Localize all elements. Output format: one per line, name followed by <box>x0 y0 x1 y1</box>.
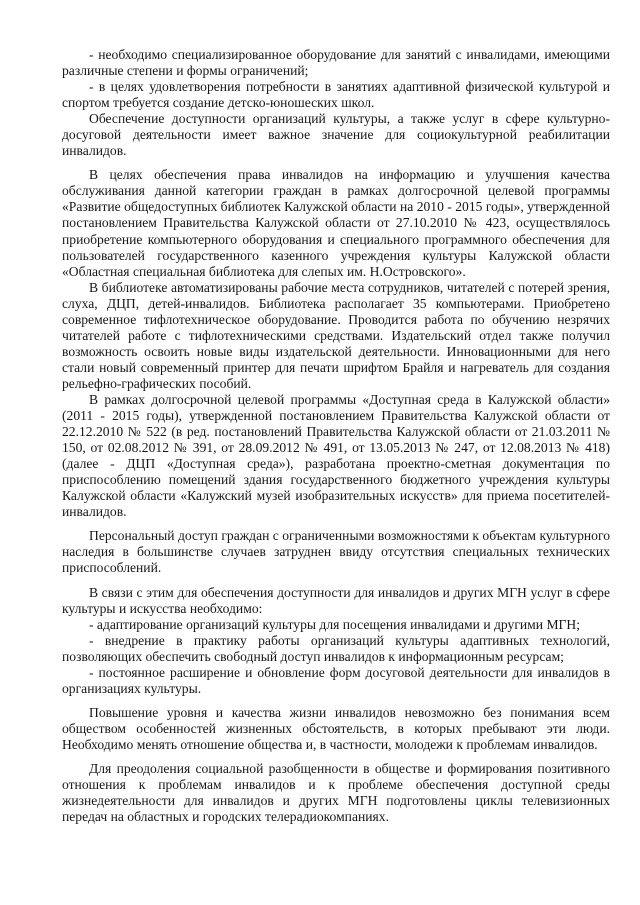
paragraph-tv-programs: Для преодоления социальной разобщенности в обществе и формирования позитивного отношения к проблемам инвалидов и к проблеме обеспечения доступной среды жизнедеятельности для инвалидов и других МГН подготовлены циклы телевизионных передач на областных и городских телерадиокомпаниях. <box>62 760 610 825</box>
list-item-leisure-forms: - постоянное расширение и обновление форм досуговой деятельности для инвалидов в организациях культуры. <box>62 664 610 696</box>
paragraph-equipment-need: - необходимо специализированное оборудование для занятий с инвалидами, имеющими различные степени и формы ограничений; <box>62 47 610 79</box>
paragraph-quality-of-life: Повышение уровня и качества жизни инвалидов невозможно без понимания всем обществом особенностей жизненных обстоятельств, в которых пребывают эти люди. Необходимо менять отношение общества и, в частности, молодежи к проблемам инвалидов. <box>62 704 610 752</box>
paragraph-culture-access: Обеспечение доступности организаций культуры, а также услуг в сфере культурно-досуговой деятельности имеет важное значение для социокультурной реабилитации инвалидов. <box>62 111 610 159</box>
paragraph-heritage-access: Персональный доступ граждан с ограниченными возможностями к объектам культурного наследия в большинстве случаев затруднен ввиду отсутствия специальных технических приспособлений. <box>62 528 610 576</box>
list-item-adaptation: - адаптирование организаций культуры для посещения инвалидами и другими МГН; <box>89 616 581 632</box>
paragraph-accessible-environment: В рамках долгосрочной целевой программы «Доступная среда в Калужской области» (2011 - 2015 годы), утвержденной постановлением Правительства Калужской области от 22.12.2010 № 522 (в ред. постановлений Правительства Калужской области от 21.03.2011 № 150, от 02.08.2012 № 391, от 28.09.2012 № 491, от 13.05.2013 № 247, от 12.08.2013 № 418) (далее - ДЦП «Доступная среда»), разработана проектно-сметная документация по приспособлению помещений здания государственного бюджетного учреждения культуры Калужской области «Калужский музей изобразительных искусств» для приема посетителей-инвалидов. <box>62 391 610 520</box>
paragraph-library-automation: В библиотеке автоматизированы рабочие места сотрудников, читателей с потерей зрения, слуха, ДЦП, детей-инвалидов. Библиотека располагает 35 компьютерами. Приобретено современное тифлотехническое оборудование. Проводится работа по обучению незрячих читателей работе с тифлотехническими средствами. Издательский отдел также получил возможность освоить новые виды издательской деятельности. Инновационными для него стали новый современный принтер для печати шрифтом Брайля и нагреватель для создания рельефно-графических пособий. <box>62 279 610 391</box>
paragraph-youth-schools: - в целях удовлетворения потребности в занятиях адаптивной физической культурой и спортом требуется создание детско-юношеских школ. <box>62 79 610 111</box>
paragraph-library-program: В целях обеспечения права инвалидов на информацию и улучшения качества обслуживания данной категории граждан в рамках долгосрочной целевой программы «Развитие общедоступных библиотек Калужской области на 2010 - 2015 годы», утвержденной постановлением Правительства Калужской области от 27.10.2010 № 423, осуществлялось приобретение компьютерного оборудования и специального программного обеспечения для пользователей государственного казенного учреждения культуры Калужской области «Областная специальная библиотека для слепых им. Н.Островского». <box>62 167 610 279</box>
paragraph-necessary-measures: В связи с этим для обеспечения доступности для инвалидов и других МГН услуг в сфере культуры и искусства необходимо: <box>62 584 610 616</box>
list-item-technologies: - внедрение в практику работы организаций культуры адаптивных технологий, позволяющих обеспечить свободный доступ инвалидов к информационным ресурсам; <box>62 632 610 664</box>
document-page <box>62 47 610 825</box>
